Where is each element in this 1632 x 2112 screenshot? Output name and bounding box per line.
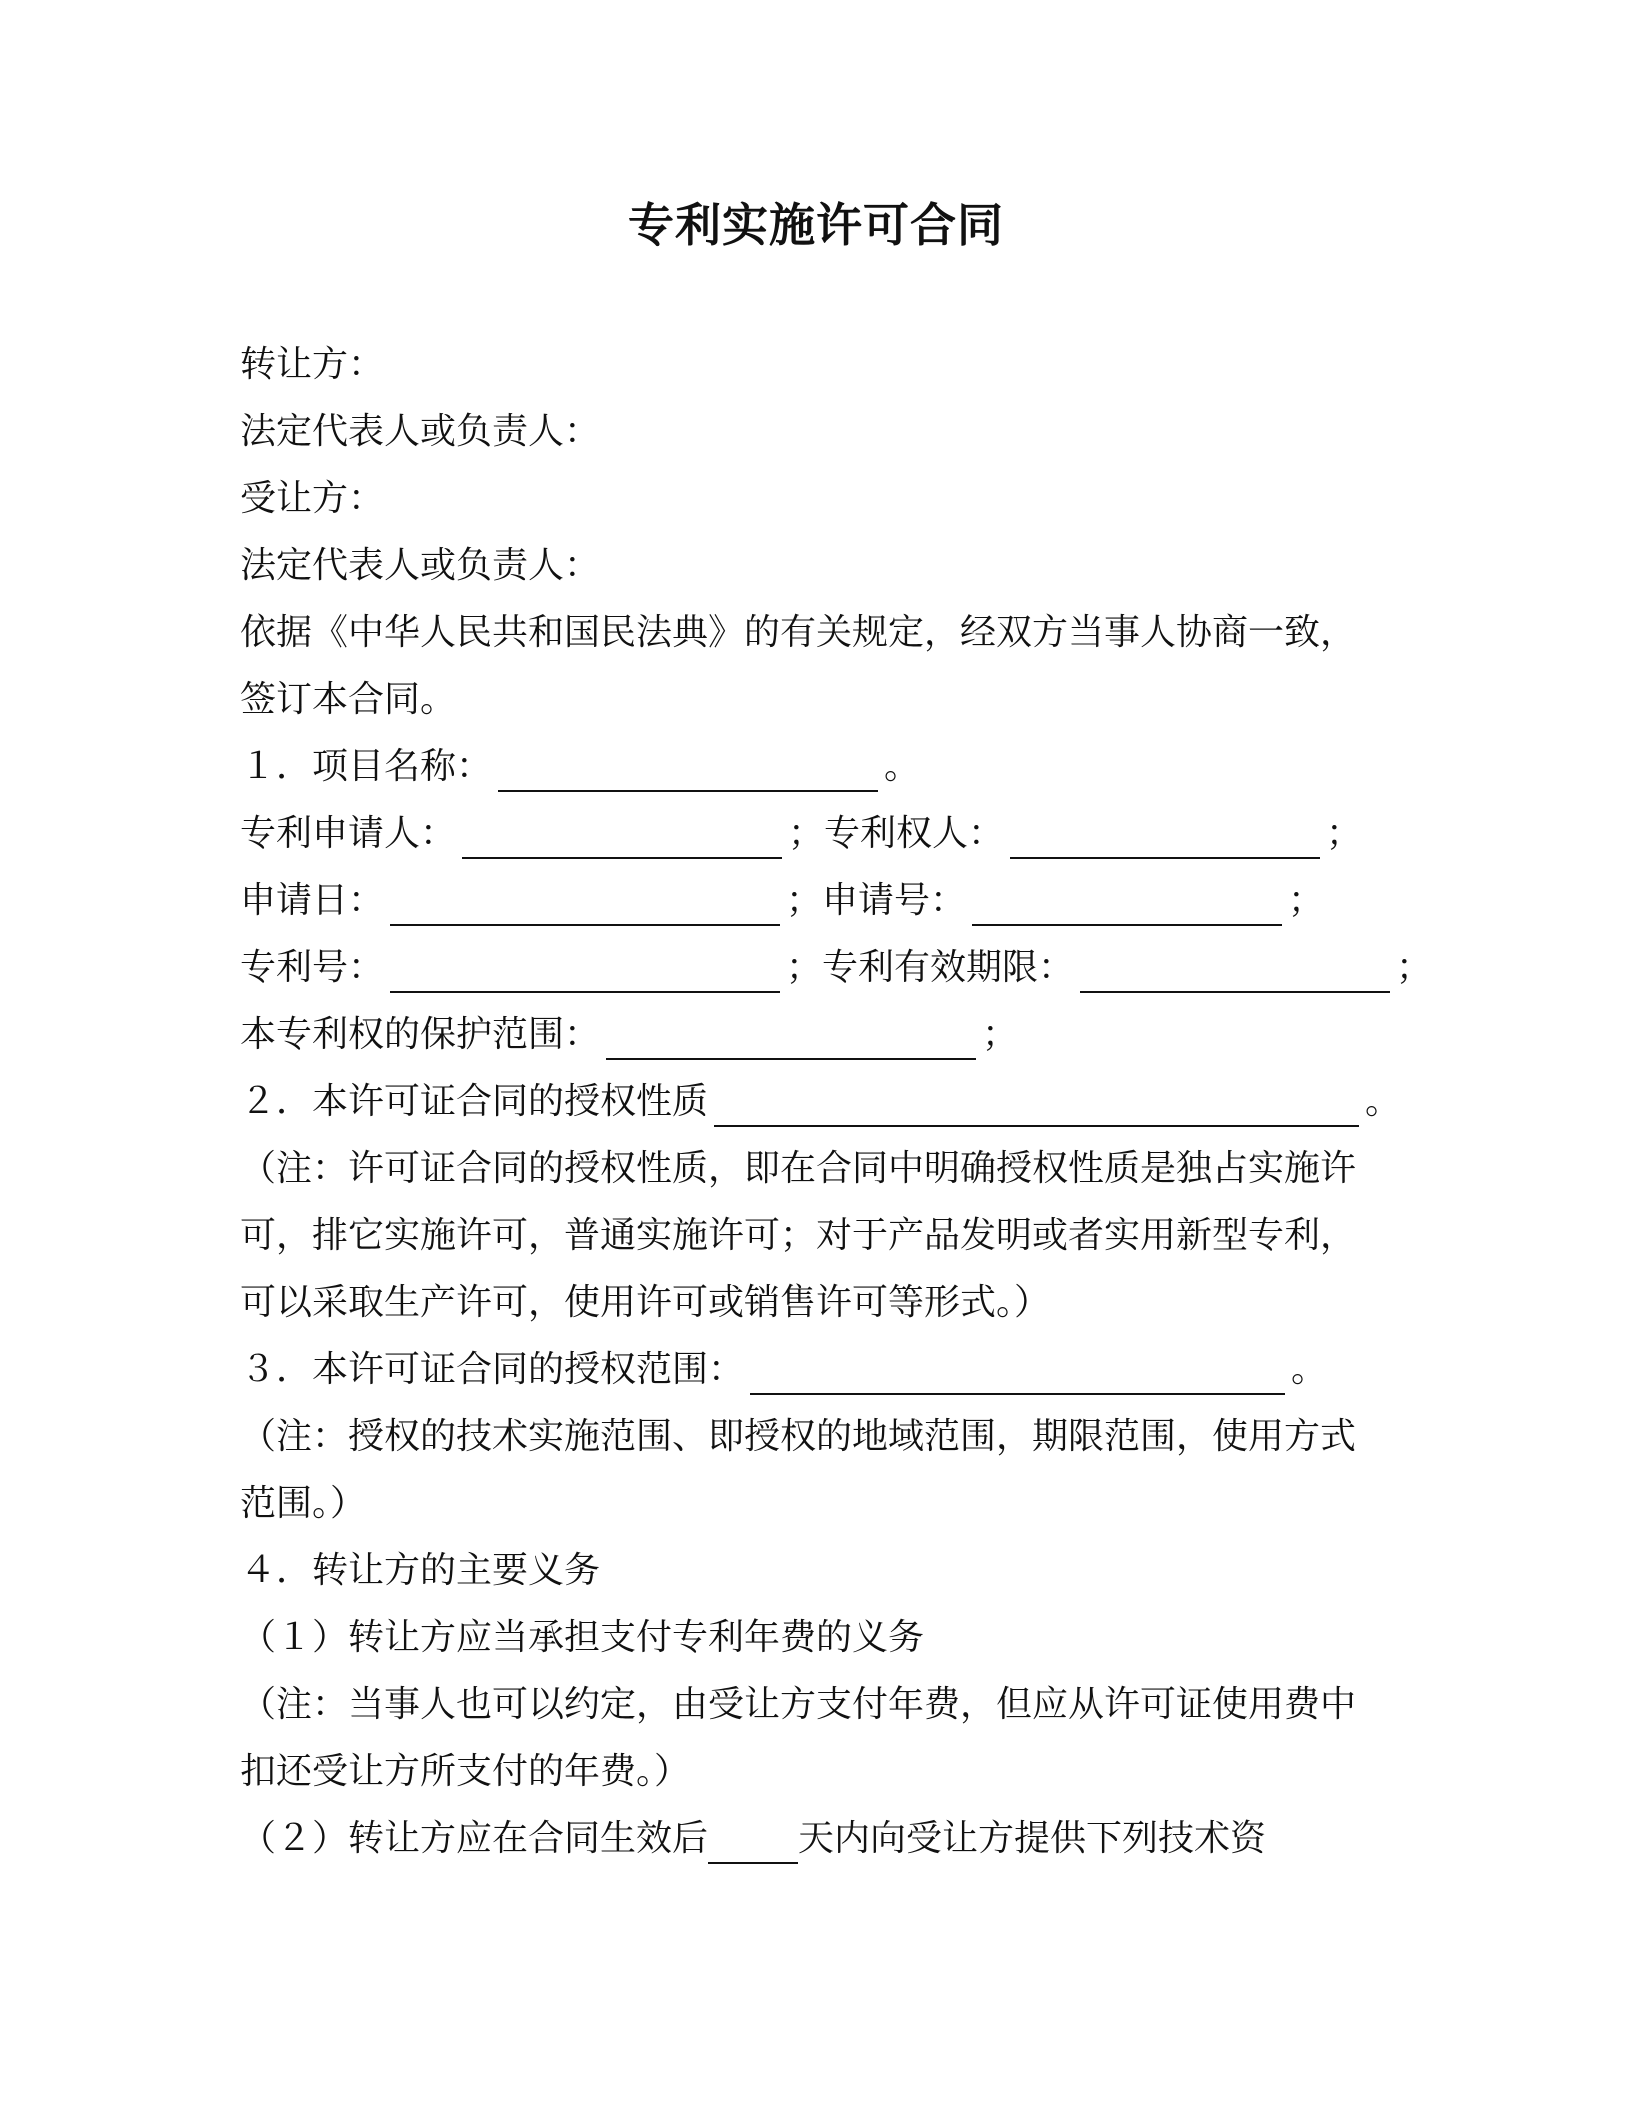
license-scope-label: ３．本许可证合同的授权范围： [240, 1349, 745, 1390]
transferor-rep-label: 法定代表人或负责人： [240, 411, 601, 452]
license-nature-end: 。 [1365, 1081, 1402, 1122]
page-title: 专利实施许可合同 [628, 198, 1004, 252]
duty-1-note-2: 扣还受让方所支付的年费。） [240, 1751, 691, 1792]
preamble-line-1: 依据《中华人民共和国民法典》的有关规定，经双方当事人协商一致， [240, 612, 1357, 653]
validity-field[interactable] [1080, 947, 1390, 993]
license-nature-label: ２．本许可证合同的授权性质 [240, 1081, 709, 1122]
duty-2-days-field[interactable] [708, 1818, 798, 1864]
transferor-line [240, 340, 384, 390]
validity-label: 专利有效期限： [822, 947, 1075, 988]
duty-2-line [240, 1814, 1266, 1864]
applicant-line [240, 809, 1362, 859]
patent-no-line [240, 943, 1432, 993]
scope-end: ； [982, 1014, 1019, 1055]
license-nature-note-1: （注：许可证合同的授权性质，即在合同中明确授权性质是独占实施许 [240, 1148, 1357, 1189]
transferee-rep-line [240, 541, 600, 591]
applicant-field[interactable] [462, 813, 782, 859]
app-no-end: ； [1288, 880, 1325, 921]
validity-end: ； [1396, 947, 1433, 988]
transferee-label: 受让方： [240, 478, 385, 519]
transferee-rep-label: 法定代表人或负责人： [240, 545, 601, 586]
app-date-label: 申请日： [240, 880, 385, 921]
license-scope-end: 。 [1291, 1349, 1328, 1390]
duty-2-after: 天内向受让方提供下列技术资 [798, 1818, 1267, 1859]
scope-label: 本专利权的保护范围： [240, 1014, 601, 1055]
preamble-line-2: 签订本合同。 [240, 679, 457, 720]
scope-field[interactable] [606, 1014, 976, 1060]
license-scope-note-2: 范围。） [240, 1483, 367, 1524]
license-nature-field[interactable] [714, 1081, 1359, 1127]
patentee-label: 专利权人： [824, 813, 1005, 854]
transferor-duties-heading: ４．转让方的主要义务 [240, 1550, 601, 1591]
project-name-field[interactable] [498, 746, 878, 792]
project-name-end: 。 [884, 746, 921, 787]
patent-no-sep: ； [786, 947, 823, 988]
transferor-rep-line [240, 407, 600, 457]
license-nature-note-2: 可，排它实施许可，普通实施许可；对于产品发明或者实用新型专利， [240, 1215, 1357, 1256]
duty-1: （１）转让方应当承担支付专利年费的义务 [240, 1617, 925, 1658]
license-nature-line [240, 1077, 1401, 1127]
applicant-sep: ； [788, 813, 825, 854]
duty-2-before: （２）转让方应在合同生效后 [240, 1818, 709, 1859]
patent-no-label: 专利号： [240, 947, 385, 988]
license-scope-field[interactable] [750, 1349, 1285, 1395]
license-scope-note-1: （注：授权的技术实施范围、即授权的地域范围，期限范围，使用方式 [240, 1416, 1357, 1457]
duty-1-note-1: （注：当事人也可以约定，由受让方支付年费，但应从许可证使用费中 [240, 1684, 1357, 1725]
patentee-field[interactable] [1010, 813, 1320, 859]
patentee-end: ； [1326, 813, 1363, 854]
application-line [240, 876, 1324, 926]
app-date-sep: ； [786, 880, 823, 921]
app-no-field[interactable] [972, 880, 1282, 926]
project-name-label: １．项目名称： [240, 746, 493, 787]
transferee-line [240, 474, 384, 524]
license-scope-line [240, 1345, 1327, 1395]
project-name-line [240, 742, 920, 792]
patent-no-field[interactable] [390, 947, 780, 993]
transferor-label: 转让方： [240, 344, 385, 385]
license-nature-note-3: 可以采取生产许可，使用许可或销售许可等形式。） [240, 1282, 1051, 1323]
scope-line [240, 1010, 1018, 1060]
applicant-label: 专利申请人： [240, 813, 457, 854]
app-no-label: 申请号： [822, 880, 967, 921]
app-date-field[interactable] [390, 880, 780, 926]
